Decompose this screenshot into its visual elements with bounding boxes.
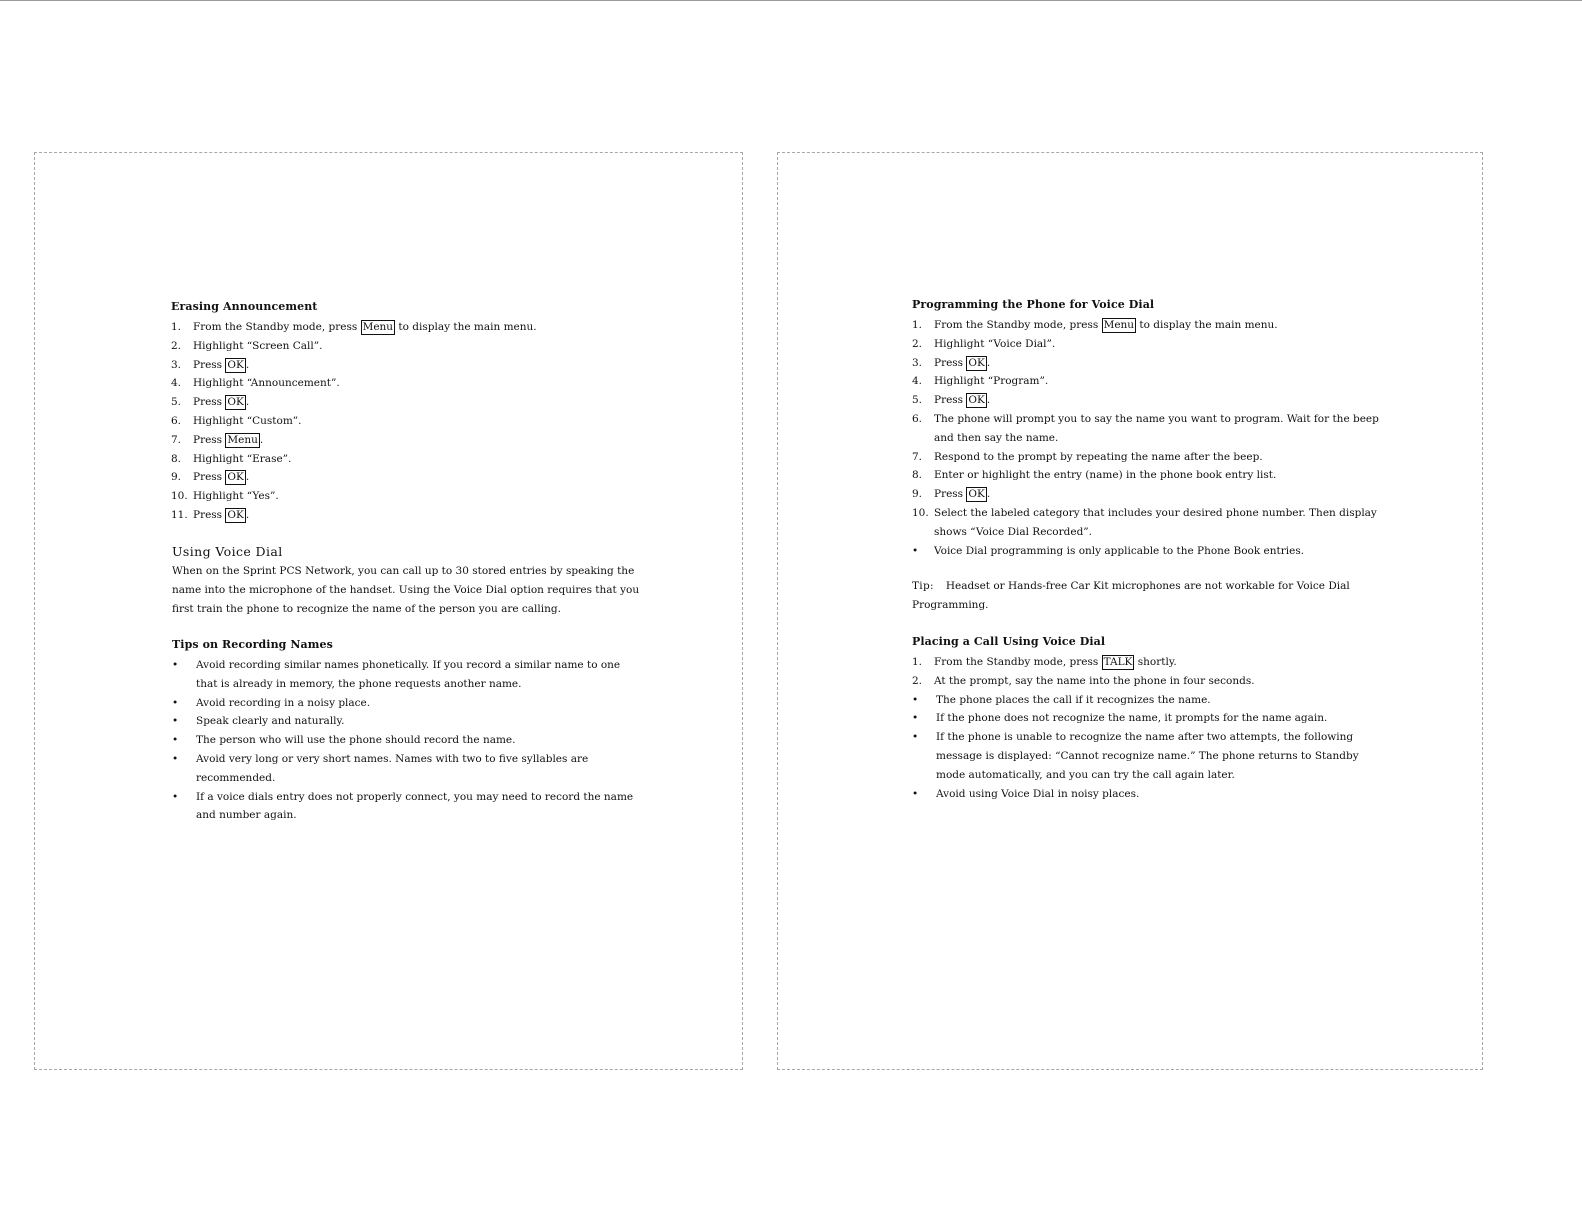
list-item [171, 431, 537, 450]
step-text: The phone will prompt you to say the name you want to program. Wait for the beep [934, 412, 1379, 425]
list-item [171, 356, 537, 375]
step-text: From the Standby mode, press Menu to display the main menu. [193, 321, 537, 333]
bullet-text: Avoid recording in a noisy place. [196, 696, 371, 709]
step-text: Highlight “Program”. [934, 375, 1049, 388]
menu-key: Menu [1103, 319, 1135, 331]
bullet-text: If the phone is unable to recognize the name after two attempts, the following [936, 731, 1354, 744]
step-number: 3. [912, 356, 923, 369]
bullet-icon: • [912, 712, 919, 725]
tip-section [912, 577, 1350, 615]
step-text: Select the labeled category that includes your desired phone number. Then display [934, 506, 1377, 519]
bullet-text: recommended. [196, 771, 276, 784]
tip-text: Programming. [912, 598, 989, 611]
step-text: Press OK . [934, 488, 991, 501]
paragraph-line: first train the phone to recognize the name of the person you are calling. [172, 602, 561, 615]
step-number: 9. [171, 471, 182, 484]
step-text: From the Standby mode, press TALK shortly. [934, 656, 1177, 668]
list-item [912, 372, 1379, 391]
bullet-text: If the phone does not recognize the name, it prompts for the name again. [936, 712, 1328, 725]
bullet-item [172, 731, 633, 750]
bullet-icon: • [912, 693, 919, 706]
menu-key: Menu [362, 321, 394, 333]
paragraph-line: name into the microphone of the handset. Using the Voice Dial option requires that you [172, 583, 640, 596]
step-text: Press OK . [193, 358, 250, 371]
list-item [171, 374, 537, 393]
list-item [912, 672, 1359, 691]
step-text: Press OK . [193, 471, 250, 484]
step-text: shows “Voice Dial Recorded”. [934, 525, 1093, 538]
step-text: Press OK . [193, 396, 250, 409]
menu-key: Menu [227, 433, 258, 446]
bullet-icon: • [172, 790, 179, 803]
using-voice-dial-section [172, 542, 639, 618]
bullet-item [912, 785, 1359, 804]
step-text: Highlight “Yes”. [193, 490, 279, 503]
bullet-text: Speak clearly and naturally. [196, 715, 345, 728]
list-item [912, 410, 1379, 429]
step-text: Press OK . [934, 394, 991, 407]
list-item [912, 391, 1379, 410]
list-item-cont [912, 429, 1379, 448]
bullet-item-cont [172, 806, 633, 825]
list-item [171, 506, 537, 525]
bullet-item [912, 691, 1359, 710]
bullet-text: and number again. [196, 809, 297, 822]
bullet-item [172, 712, 633, 731]
step-text: Highlight “Voice Dial”. [934, 337, 1056, 350]
bullet-icon: • [172, 752, 179, 765]
bullet-icon: • [912, 544, 919, 557]
list-item [171, 450, 537, 469]
step-text: and then say the name. [934, 431, 1059, 444]
bullet-text: Voice Dial programming is only applicable to the Phone Book entries. [934, 544, 1305, 557]
bullet-text: mode automatically, and you can try the call again later. [936, 768, 1235, 781]
step-number: 7. [171, 433, 182, 446]
step-text: Highlight “Custom”. [193, 414, 302, 427]
erasing-announcement-section [171, 298, 537, 525]
step-number: 9. [912, 488, 923, 501]
tip-line [912, 577, 1350, 596]
step-number: 4. [171, 377, 182, 390]
step-number: 8. [171, 452, 182, 465]
ok-key: OK [968, 356, 985, 369]
bullet-icon: • [912, 787, 919, 800]
list-item [912, 354, 1379, 373]
list-item [171, 337, 537, 356]
bullet-item-cont [912, 747, 1359, 766]
talk-key: TALK [1103, 656, 1133, 668]
step-number: 8. [912, 469, 923, 482]
ok-key: OK [227, 471, 244, 484]
paragraph-line: When on the Sprint PCS Network, you can call up to 30 stored entries by speaking the [172, 565, 635, 577]
step-number: 1. [912, 656, 923, 668]
step-number: 2. [912, 674, 923, 687]
tips-recording-names-section [172, 636, 633, 825]
step-number: 4. [912, 375, 923, 388]
bullet-item [172, 750, 633, 769]
bullet-icon: • [172, 659, 179, 671]
list-item [171, 412, 537, 431]
step-number: 2. [912, 337, 923, 350]
step-number: 1. [171, 321, 182, 333]
step-number: 7. [912, 450, 923, 463]
left-page [34, 152, 743, 1070]
bullet-icon: • [172, 734, 179, 747]
list-item [912, 485, 1379, 504]
bullet-text: Avoid recording similar names phonetically. If you record a similar name to one [196, 659, 621, 671]
bullet-item [912, 542, 1379, 561]
bullet-text: message is displayed: “Cannot recognize name.” The phone returns to Standby [936, 749, 1359, 762]
step-text: Highlight “Erase”. [193, 452, 292, 465]
bullet-item [172, 694, 633, 713]
step-text: Highlight “Announcement”. [193, 377, 340, 390]
bullet-text: Avoid using Voice Dial in noisy places. [936, 787, 1140, 800]
step-number: 10. [912, 506, 929, 519]
section-heading: Tips on Recording Names [172, 638, 333, 651]
bullet-item [912, 709, 1359, 728]
step-number: 6. [912, 412, 923, 425]
list-item [171, 393, 537, 412]
step-text: Respond to the prompt by repeating the name after the beep. [934, 450, 1263, 463]
step-number: 5. [171, 396, 182, 409]
list-item [912, 504, 1379, 523]
ok-key: OK [968, 394, 985, 407]
bullet-text: Avoid very long or very short names. Names with two to five syllables are [196, 752, 589, 765]
bullet-text: The person who will use the phone should record the name. [196, 734, 516, 747]
step-number: 11. [171, 508, 188, 521]
list-item [912, 466, 1379, 485]
section-heading: Placing a Call Using Voice Dial [912, 635, 1106, 648]
list-item [912, 335, 1379, 354]
bullet-icon: • [172, 696, 179, 709]
list-item [912, 448, 1379, 467]
step-text: Press OK . [193, 508, 250, 521]
list-item [171, 468, 537, 487]
bullet-icon: • [912, 731, 919, 744]
ok-key: OK [227, 396, 244, 409]
bullet-item [172, 788, 633, 807]
ok-key: OK [227, 508, 244, 521]
placing-call-section [912, 633, 1359, 803]
ok-key: OK [968, 488, 985, 501]
bullet-item-cont [172, 769, 633, 788]
top-rule [0, 0, 1582, 1]
section-heading: Using Voice Dial [172, 544, 283, 559]
tip-label: Tip: [912, 580, 934, 592]
bullet-text: The phone places the call if it recognizes the name. [936, 693, 1211, 706]
bullet-item [912, 728, 1359, 747]
bullet-item [172, 656, 633, 675]
list-item [912, 653, 1359, 672]
step-text: From the Standby mode, press Menu to display the main menu. [934, 319, 1278, 331]
step-number: 3. [171, 358, 182, 371]
tip-text: Headset or Hands-free Car Kit microphones are not workable for Voice Dial [945, 580, 1350, 592]
programming-voice-dial-section [912, 296, 1379, 560]
step-number: 6. [171, 414, 182, 427]
ok-key: OK [227, 358, 244, 371]
step-text: At the prompt, say the name into the phone in four seconds. [934, 674, 1255, 687]
step-number: 2. [171, 339, 182, 352]
step-text: Press OK . [934, 356, 991, 369]
right-page [777, 152, 1483, 1070]
tip-line [912, 596, 1350, 615]
section-heading: Erasing Announcement [171, 300, 318, 313]
list-item [912, 316, 1379, 335]
bullet-item-cont [912, 766, 1359, 785]
bullet-text: If a voice dials entry does not properly connect, you may need to record the name [196, 790, 634, 803]
bullet-item-cont [172, 675, 633, 694]
step-number: 10. [171, 490, 188, 503]
bullet-icon: • [172, 715, 179, 728]
list-item-cont [912, 523, 1379, 542]
section-heading: Programming the Phone for Voice Dial [912, 298, 1155, 311]
list-item [171, 318, 537, 337]
step-text: Highlight “Screen Call”. [193, 339, 323, 352]
list-item [171, 487, 537, 506]
step-number: 1. [912, 319, 923, 331]
step-text: Enter or highlight the entry (name) in the phone book entry list. [934, 469, 1277, 482]
step-number: 5. [912, 394, 923, 407]
bullet-text: that is already in memory, the phone requests another name. [196, 677, 522, 690]
step-text: Press Menu . [193, 433, 264, 446]
